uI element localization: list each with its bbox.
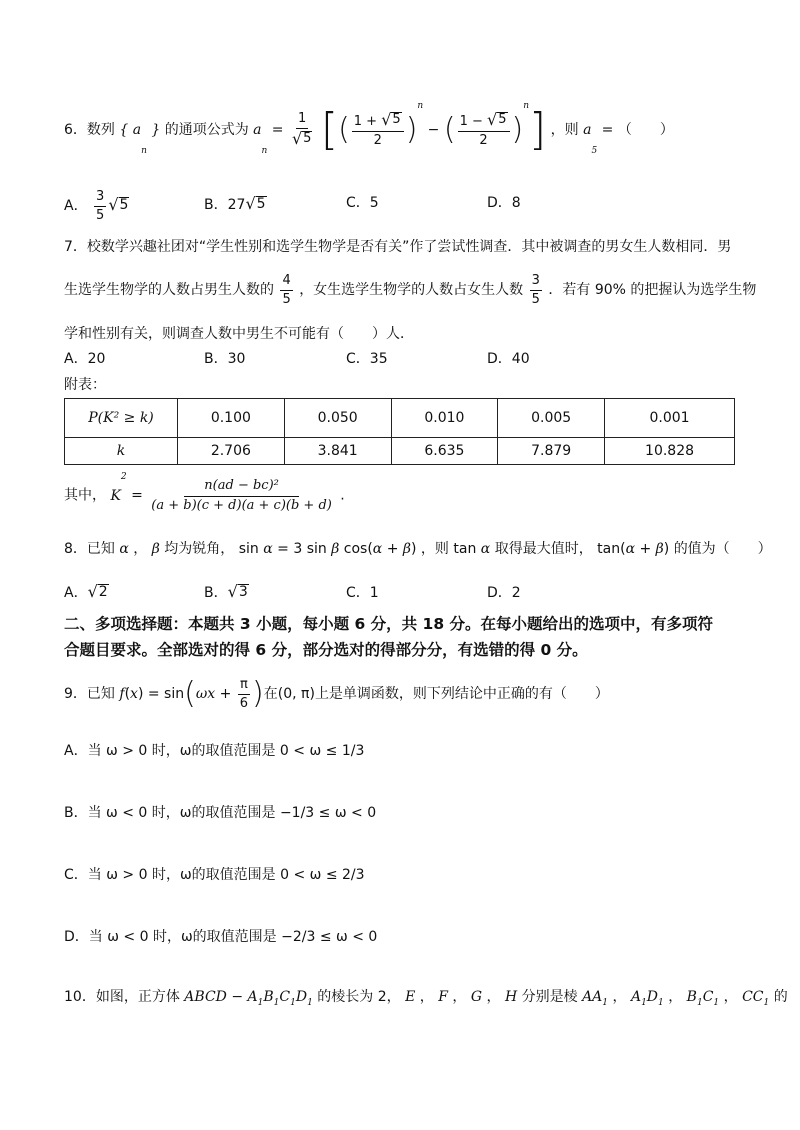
q9-stem: 9．已知 f(x) = sin(ωx + $\frac{\pi}{6}$ )在(0, π)上是单调函数，则下列结论中正确的有（ ） [64,676,609,712]
q6-option-c[interactable]: C．5 [346,195,379,211]
q8-option-c[interactable]: C．1 [346,585,379,601]
q8-stem: 8．已知 α ， β 均为锐角， sin α = 3 sin β cos(α + β) ，则 tan α 取得最大值时， tan(α + β) 的值为（ ） [64,541,772,557]
k-squared-formula: 其中， $K^2$ = $\frac{\text{n(ad − bc)²}}{(a + b)(c + d)(a + c)(b + d)}$ . [64,472,345,513]
table-cell: 0.050 [284,399,391,438]
table-cell: 0.001 [605,399,735,438]
q6-option-d[interactable]: D．8 [487,195,521,211]
table-cell: 2.706 [178,438,285,465]
section-heading-line-1: 二、多项选择题：本题共 3 小题，每小题 6 分，共 18 分。在每小题给出的选项中，有多项符 [64,615,714,633]
table-cell: 7.879 [498,438,605,465]
q7-line-2: 生选学生物学的人数占男生人数的 $\frac{4}{5}$ ，女生选学生物学的人数占女生人数 $\frac{3}{5}$ ．若有 90% 的把握认为选学生物 [64,273,757,307]
q10-stem: 10．如图，正方体 ABCD − $A_1B_1C_1D_1$ 的棱长为 2， E ， F ， G ， H 分别是棱 $AA_1$ ， $A_1D_1$ ， $B_1C_1$ ， $CC_1$ 的 [64,989,788,1008]
q6-option-a[interactable]: A． $\frac{3}{5}$ √ 5 [64,189,129,223]
q8-option-a[interactable]: A． √ 2 [64,582,108,601]
table-row-head-k: k [65,438,178,465]
table-cell: 0.005 [498,399,605,438]
q9-option-a[interactable]: A．当 ω > 0 时，ω的取值范围是 0 < ω ≤ 1/3 [64,743,365,759]
q9-option-d[interactable]: D．当 ω < 0 时，ω的取值范围是 −2/3 ≤ ω < 0 [64,929,378,945]
fraction-1-over-root5: 1 √ 5 [291,111,312,148]
q7-option-a[interactable]: A．20 [64,351,106,367]
table-cell: 3.841 [284,438,391,465]
table-row [65,399,735,438]
critical-value-table [64,398,735,465]
table-cell: 0.100 [178,399,285,438]
q7-option-d[interactable]: D．40 [487,351,530,367]
table-cell: 6.635 [391,438,498,465]
q6-option-b[interactable]: B．27 √ 5 [204,194,266,213]
table-row [65,438,735,465]
q7-option-b[interactable]: B．30 [204,351,246,367]
table-row-head-p: P(K² ≥ k) [65,399,178,438]
q8-option-b[interactable]: B． √ 3 [204,582,248,601]
q7-line-1: 7．校数学兴趣社团对“学生性别和选学生物学是否有关”作了尝试性调查．其中被调查的男女生人数相同．男 [64,239,732,255]
q9-option-b[interactable]: B．当 ω < 0 时，ω的取值范围是 −1/3 ≤ ω < 0 [64,805,377,821]
q8-option-d[interactable]: D．2 [487,585,521,601]
section-heading-line-2: 合题目要求。全部选对的得 6 分，部分选对的得部分分，有选错的得 0 分。 [64,641,588,659]
q6-stem: 6．数列 { $a_n$ } 的通项公式为 $a_n$ = 1 √ 5 [( 1 + √ 5 2 )$^n$ − ( 1 − √ 5 2 )$^n$] ，则 $a_5$ = （ ） [64,101,674,156]
q7-option-c[interactable]: C．35 [346,351,388,367]
q7-line-3: 学和性别有关，则调查人数中男生不可能有（ ）人． [64,326,414,342]
table-caption: 附表： [64,377,106,393]
table-cell: 10.828 [605,438,735,465]
table-cell: 0.010 [391,399,498,438]
q9-option-c[interactable]: C．当 ω > 0 时，ω的取值范围是 0 < ω ≤ 2/3 [64,867,365,883]
